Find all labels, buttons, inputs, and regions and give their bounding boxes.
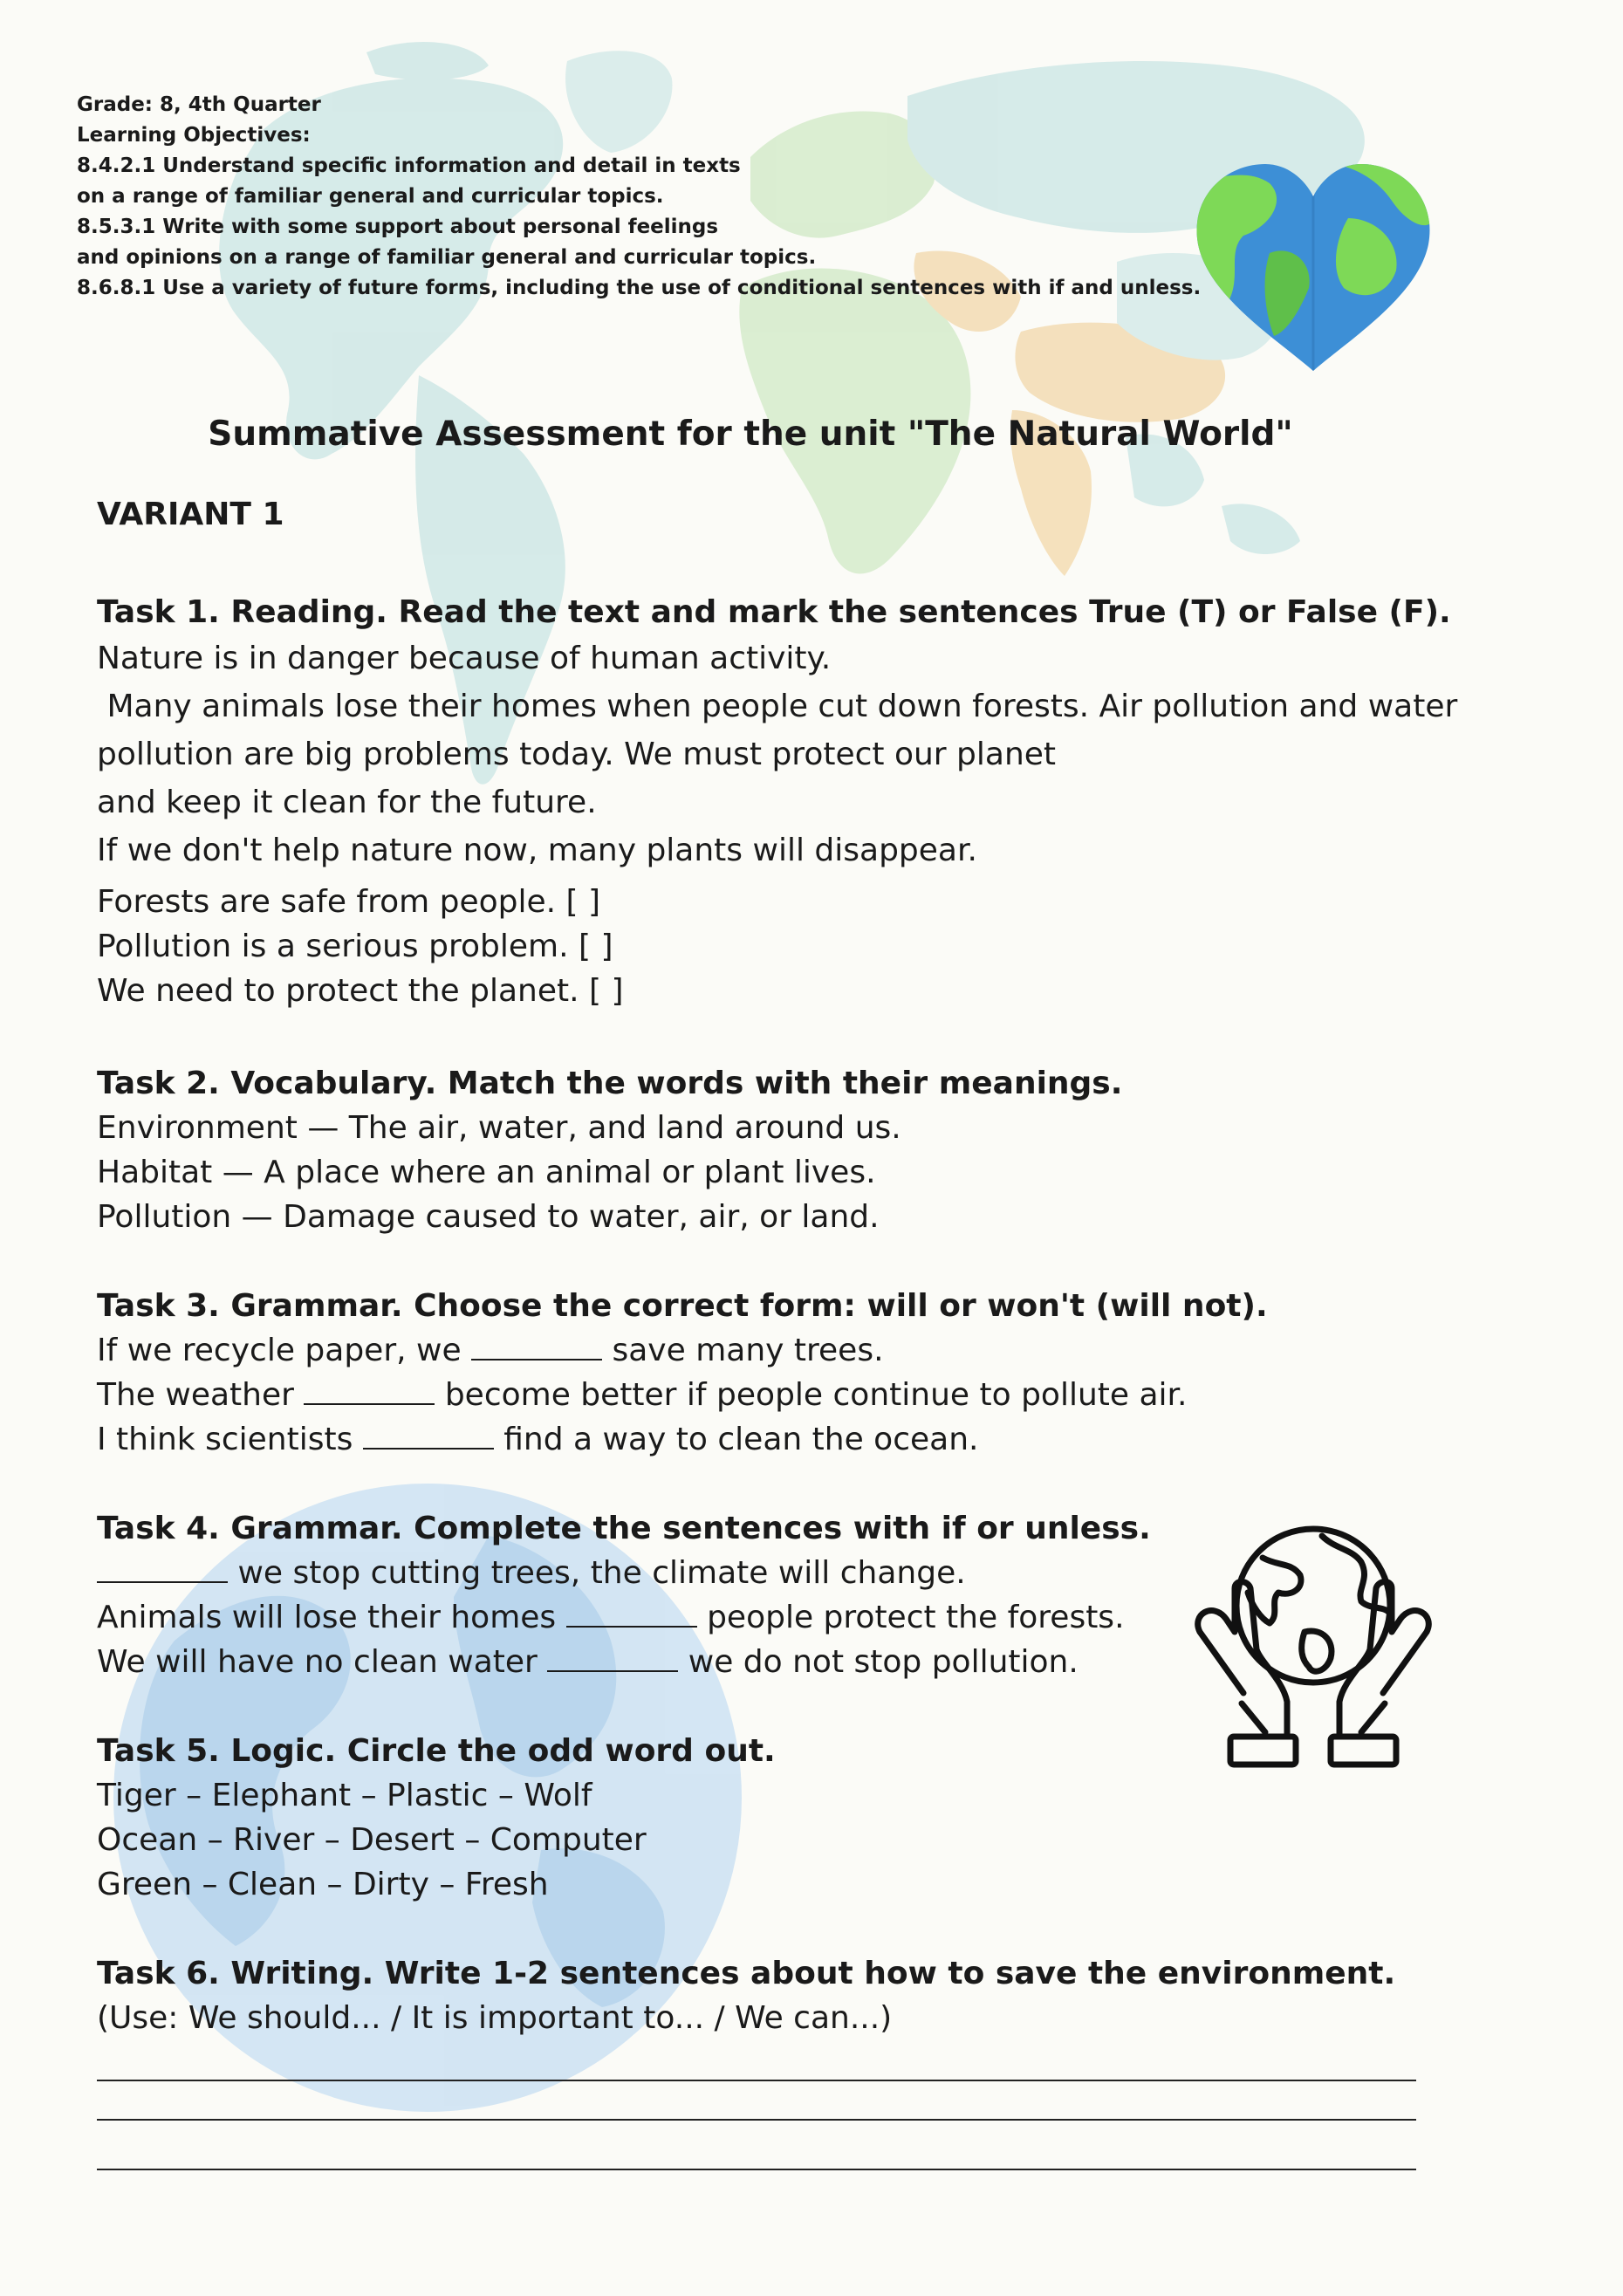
task-5-item[interactable]: Ocean – River – Desert – Computer bbox=[97, 1822, 647, 1858]
task-1-section bbox=[97, 591, 1457, 1013]
learning-objectives-header bbox=[77, 90, 1201, 304]
objective-1-line-1: 8.4.2.1 Understand specific information and detail in texts bbox=[77, 154, 741, 177]
answer-blank[interactable] bbox=[547, 1646, 678, 1672]
task-4-heading: Task 4. Grammar. Complete the sentences with if or unless. bbox=[97, 1511, 1151, 1546]
task-2-item: Habitat — A place where an animal or plant lives. bbox=[97, 1155, 876, 1190]
task-3-section bbox=[97, 1285, 1268, 1462]
task-1-text-line: Nature is in danger because of human activity. bbox=[97, 641, 832, 676]
sentence-start: The weather bbox=[97, 1377, 305, 1413]
objective-1-line-2: on a range of familiar general and curricular topics. bbox=[77, 185, 664, 208]
sentence-end: find a way to clean the ocean. bbox=[493, 1422, 979, 1457]
task-1-statement[interactable]: We need to protect the planet. [ ] bbox=[97, 973, 624, 1009]
sentence-end: we stop cutting trees, the climate will change. bbox=[228, 1555, 966, 1591]
task-3-item bbox=[97, 1328, 1268, 1373]
sentence-start: Animals will lose their homes bbox=[97, 1600, 566, 1635]
answer-blank[interactable] bbox=[97, 1557, 228, 1583]
page-title: Summative Assessment for the unit "The Natural World" bbox=[208, 415, 1293, 454]
task-3-item bbox=[97, 1417, 1268, 1462]
sentence-end: save many trees. bbox=[602, 1333, 884, 1368]
task-5-section bbox=[97, 1730, 776, 1907]
task-6-heading: Task 6. Writing. Write 1-2 sentences about how to save the environment. bbox=[97, 1956, 1396, 1991]
task-3-heading: Task 3. Grammar. Choose the correct form: will or won't (will not). bbox=[97, 1288, 1268, 1324]
task-1-statement[interactable]: Forests are safe from people. [ ] bbox=[97, 884, 601, 920]
objective-3: 8.6.8.1 Use a variety of future forms, including the use of conditional sentences with if and unless. bbox=[77, 277, 1202, 299]
sentence-end: become better if people continue to pollute air. bbox=[435, 1377, 1188, 1413]
objectives-label: Learning Objectives: bbox=[77, 124, 311, 147]
sentence-start: If we recycle paper, we bbox=[97, 1333, 472, 1368]
task-2-item: Pollution — Damage caused to water, air, or land. bbox=[97, 1199, 880, 1235]
sentence-end: people protect the forests. bbox=[696, 1600, 1125, 1635]
task-4-item bbox=[97, 1551, 1151, 1595]
task-1-statement[interactable]: Pollution is a serious problem. [ ] bbox=[97, 929, 613, 964]
sentence-start: We will have no clean water bbox=[97, 1644, 548, 1680]
answer-blank[interactable] bbox=[304, 1379, 435, 1405]
task-2-heading: Task 2. Vocabulary. Match the words with their meanings. bbox=[97, 1066, 1123, 1101]
variant-label: VARIANT 1 bbox=[97, 497, 284, 532]
task-1-heading: Task 1. Reading. Read the text and mark the sentences True (T) or False (F). bbox=[97, 594, 1451, 630]
answer-blank[interactable] bbox=[363, 1423, 494, 1450]
objective-2-line-1: 8.5.3.1 Write with some support about personal feelings bbox=[77, 216, 719, 238]
answer-blank[interactable] bbox=[566, 1601, 697, 1628]
task-4-item bbox=[97, 1595, 1151, 1640]
task-1-text-line: and keep it clean for the future. bbox=[97, 785, 597, 820]
sentence-start: I think scientists bbox=[97, 1422, 363, 1457]
task-1-text-line: If we don't help nature now, many plants will disappear. bbox=[97, 833, 977, 868]
task-2-item: Environment — The air, water, and land around us. bbox=[97, 1110, 901, 1146]
task-6-hint: (Use: We should... / It is important to... / We can...) bbox=[97, 2000, 893, 2036]
task-5-item[interactable]: Green – Clean – Dirty – Fresh bbox=[97, 1867, 549, 1902]
writing-line[interactable] bbox=[97, 2169, 1416, 2170]
task-1-text-line: pollution are big problems today. We must protect our planet bbox=[97, 737, 1057, 772]
task-6-section bbox=[97, 1952, 1395, 2040]
task-1-text-line: Many animals lose their homes when people cut down forests. Air pollution and water bbox=[97, 689, 1458, 724]
task-3-item bbox=[97, 1373, 1268, 1417]
sentence-end: we do not stop pollution. bbox=[678, 1644, 1079, 1680]
objective-2-line-2: and opinions on a range of familiar general and curricular topics. bbox=[77, 246, 817, 269]
task-5-item[interactable]: Tiger – Elephant – Plastic – Wolf bbox=[97, 1778, 592, 1813]
grade-label: Grade: 8, 4th Quarter bbox=[77, 93, 321, 116]
task-4-section bbox=[97, 1507, 1151, 1684]
answer-blank[interactable] bbox=[471, 1334, 602, 1360]
task-2-section bbox=[97, 1062, 1122, 1239]
writing-line[interactable] bbox=[97, 2080, 1416, 2081]
writing-line[interactable] bbox=[97, 2119, 1416, 2121]
task-5-heading: Task 5. Logic. Circle the odd word out. bbox=[97, 1733, 776, 1769]
task-4-item bbox=[97, 1640, 1151, 1684]
